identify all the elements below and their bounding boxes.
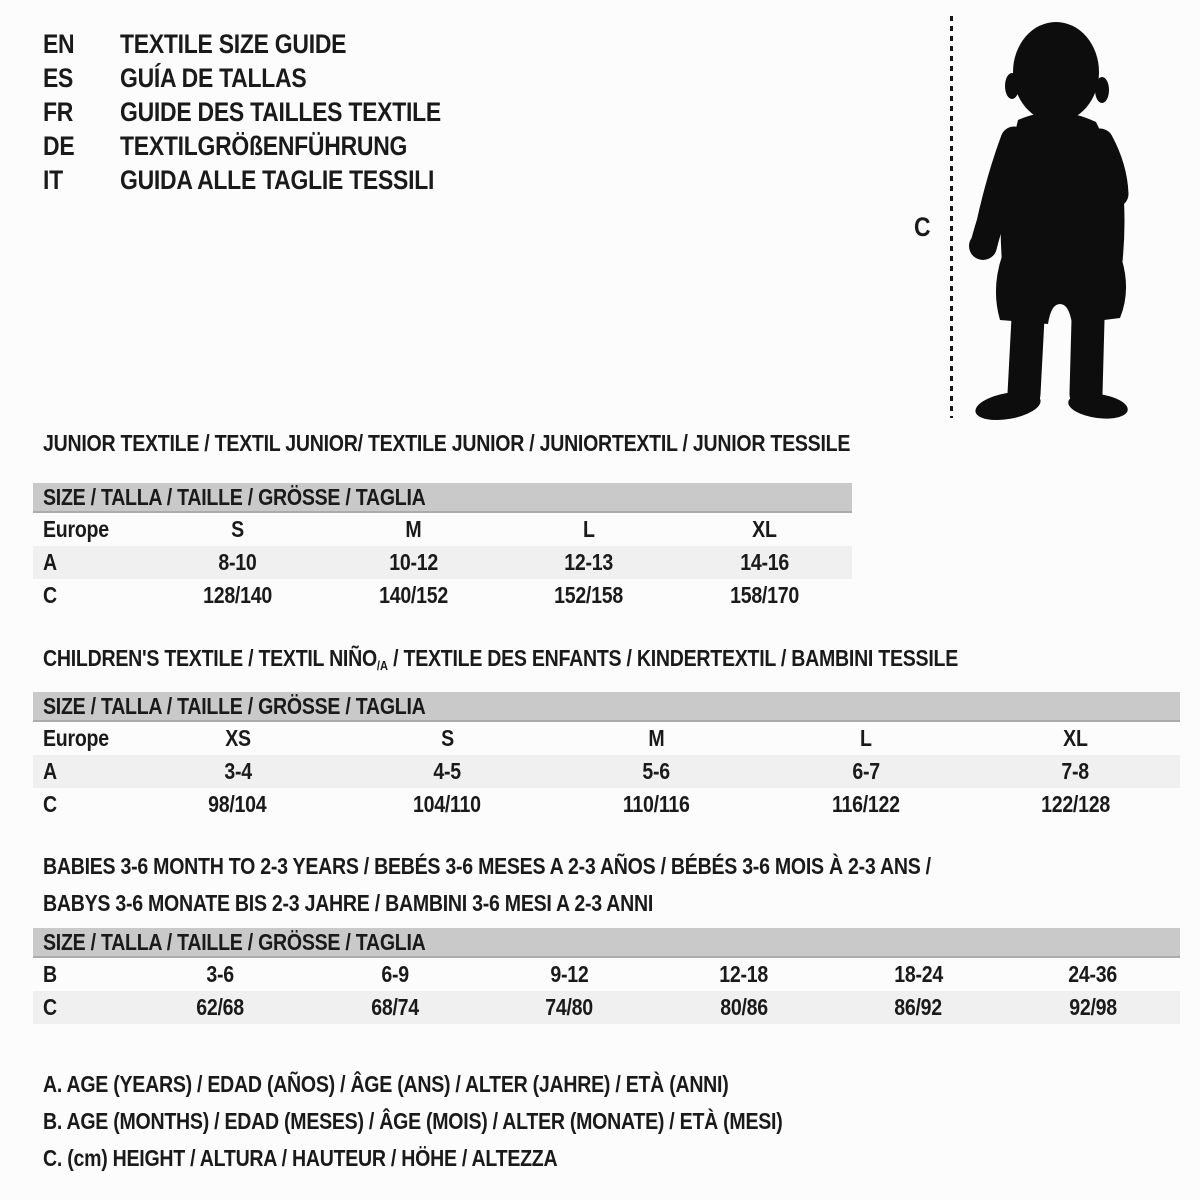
- section-title-children: CHILDREN'S TEXTILE / TEXTIL NIÑO/A / TEXTILE DES ENFANTS / KINDERTEXTIL / BAMBINI TESSILE: [43, 645, 958, 673]
- size-cell: 3-6: [206, 961, 234, 987]
- size-table-junior: [33, 483, 852, 612]
- language-code: ES: [43, 62, 74, 93]
- size-cell: 140/152: [378, 582, 448, 608]
- table-header-band: SIZE / TALLA / TAILLE / GRÖSSE / TAGLIA: [33, 692, 1180, 722]
- size-cell: 158/170: [729, 582, 799, 608]
- size-cell: 116/122: [832, 791, 900, 817]
- size-cell: XL: [1063, 725, 1088, 751]
- row-label: B: [43, 961, 57, 987]
- size-cell: M: [648, 725, 665, 751]
- table-header-band: SIZE / TALLA / TAILLE / GRÖSSE / TAGLIA: [33, 483, 852, 513]
- size-cell: L: [582, 516, 595, 542]
- row-label: Europe: [43, 725, 109, 751]
- row-label: C: [43, 994, 57, 1020]
- table-header-band: SIZE / TALLA / TAILLE / GRÖSSE / TAGLIA: [33, 928, 1180, 958]
- language-row-es: [43, 61, 498, 95]
- language-code: IT: [43, 164, 63, 195]
- legend-line-a: A. AGE (YEARS) / EDAD (AÑOS) / ÂGE (ANS) / ALTER (JAHRE) / ETÀ (ANNI): [43, 1071, 729, 1097]
- size-cell: 122/128: [1040, 791, 1110, 817]
- legend-line-c: C. (cm) HEIGHT / ALTURA / HAUTEUR / HÖHE / ALTEZZA: [43, 1145, 558, 1171]
- size-cell: 5-6: [642, 758, 671, 784]
- table-row-age-months: [33, 958, 1180, 991]
- size-cell: 104/110: [413, 791, 482, 817]
- legend-line-b: B. AGE (MONTHS) / EDAD (MESES) / ÂGE (MOIS) / ALTER (MONATE) / ETÀ (MESI): [43, 1108, 783, 1134]
- size-cell: 92/98: [1068, 994, 1117, 1020]
- size-cell: 12-18: [719, 961, 769, 987]
- language-title: GUIDE DES TAILLES TEXTILE: [120, 96, 441, 127]
- language-row-fr: [43, 95, 498, 129]
- language-row-en: [43, 27, 498, 61]
- size-cell: 10-12: [388, 549, 438, 575]
- size-cell: 4-5: [433, 758, 461, 784]
- language-code: EN: [43, 28, 75, 59]
- toddler-silhouette-icon: [956, 8, 1148, 426]
- size-cell: 6-9: [381, 961, 409, 987]
- size-cell: 152/158: [554, 582, 624, 608]
- table-row-age-years: [33, 755, 1180, 788]
- size-cell: 14-16: [739, 549, 789, 575]
- size-cell: 3-4: [223, 758, 252, 784]
- language-code: DE: [43, 130, 75, 161]
- row-label: C: [43, 582, 57, 608]
- table-row-height-cm: [33, 788, 1180, 821]
- size-cell: M: [405, 516, 422, 542]
- section-title-junior: JUNIOR TEXTILE / TEXTIL JUNIOR/ TEXTILE JUNIOR / JUNIORTEXTIL / JUNIOR TESSILE: [43, 430, 851, 456]
- size-cell: 98/104: [208, 791, 267, 817]
- size-cell: 12-13: [564, 549, 614, 575]
- height-measure-label: C: [914, 212, 931, 242]
- size-cell: 86/92: [894, 994, 943, 1020]
- measurement-legend: [43, 1066, 913, 1177]
- language-code: FR: [43, 96, 74, 127]
- size-cell: XS: [224, 725, 251, 751]
- language-title: TEXTILE SIZE GUIDE: [120, 28, 347, 59]
- size-cell: 8-10: [218, 549, 257, 575]
- size-cell: 80/86: [719, 994, 768, 1020]
- size-cell: 128/140: [203, 582, 273, 608]
- size-cell: 62/68: [196, 994, 245, 1020]
- size-cell: 110/116: [623, 791, 690, 817]
- language-row-de: [43, 129, 498, 163]
- height-measure-dashed-line: [950, 16, 953, 418]
- table-row-age-years: [33, 546, 852, 579]
- table-row-height-cm: [33, 991, 1180, 1024]
- language-title: GUÍA DE TALLAS: [120, 62, 307, 93]
- size-cell: S: [231, 516, 245, 542]
- size-table-children: [33, 692, 1180, 821]
- size-cell: 18-24: [893, 961, 943, 987]
- language-row-it: [43, 163, 498, 197]
- section-title-babies: BABIES 3-6 MONTH TO 2-3 YEARS / BEBÉS 3-6 MESES A 2-3 AÑOS / BÉBÉS 3-6 MOIS À 2-3 ANS / BABYS 3-6 MONATE BIS 2-3 JAHRE / BAMBINI 3-6 MESI A 2-3 ANNI: [43, 853, 931, 916]
- row-label: A: [43, 758, 57, 784]
- language-title: GUIDA ALLE TAGLIE TESSILI: [120, 164, 435, 195]
- size-cell: 9-12: [550, 961, 589, 987]
- size-cell: L: [860, 725, 872, 751]
- row-label: A: [43, 549, 57, 575]
- size-cell: XL: [752, 516, 777, 542]
- size-table-babies: [33, 928, 1180, 1024]
- size-cell: 7-8: [1061, 758, 1090, 784]
- table-row-europe: [33, 513, 852, 546]
- row-label: Europe: [43, 516, 109, 542]
- size-cell: 24-36: [1068, 961, 1118, 987]
- table-row-europe: [33, 722, 1180, 755]
- nino-a-subscript: /A: [376, 658, 388, 673]
- language-title: TEXTILGRÖßENFÜHRUNG: [120, 130, 408, 161]
- row-label: C: [43, 791, 57, 817]
- table-row-height-cm: [33, 579, 852, 612]
- size-cell: 68/74: [370, 994, 419, 1020]
- size-cell: 6-7: [852, 758, 880, 784]
- size-cell: 74/80: [545, 994, 594, 1020]
- size-cell: S: [440, 725, 454, 751]
- language-title-list: [43, 27, 498, 197]
